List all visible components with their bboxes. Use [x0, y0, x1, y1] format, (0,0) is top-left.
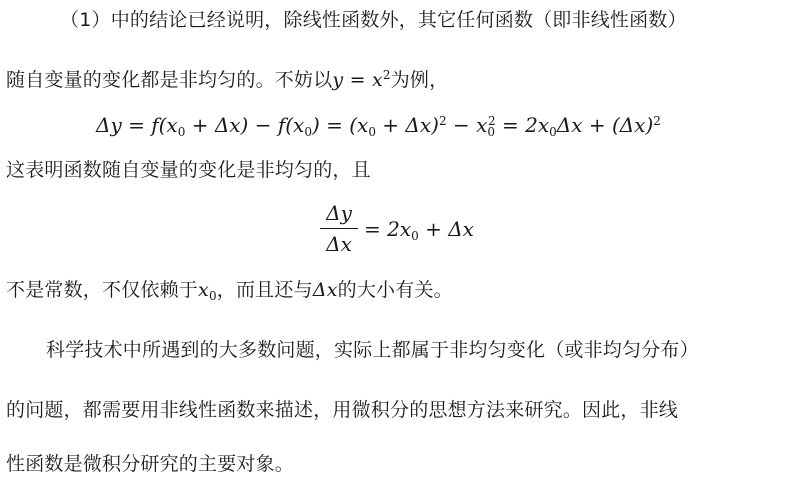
fraction-rhs: = $2x_0 + \Delta x$	[364, 217, 474, 243]
text: 性函数是微积分研究的主要对象。	[6, 453, 295, 475]
text: 随自变量的变化都是非均匀的。不妨以	[6, 69, 333, 91]
math-inline: $y = x^2$	[332, 68, 391, 91]
text: 为例，	[390, 69, 449, 91]
text: 不是常数，不仅依赖于	[6, 279, 199, 301]
text: ，而且还与	[216, 279, 313, 301]
paragraph-4-line-3	[6, 452, 294, 476]
math-inline: $x_0$	[198, 279, 217, 303]
paragraph-3	[6, 278, 453, 302]
paragraph-4-line-2	[6, 398, 678, 422]
text: 的问题，都需要用非线性函数来描述，用微积分的思想方法来研究。因此，非线	[6, 399, 679, 421]
text: 的大小有关。	[337, 279, 453, 301]
text: 科学技术中所遇到的大多数问题，实际上都属于非均匀变化（或非均匀分布）	[46, 339, 699, 361]
numerator: Δy	[326, 201, 352, 225]
paragraph-1-line-2	[6, 68, 448, 92]
fraction-bar	[320, 228, 358, 229]
text: （1）中的结论已经说明，除线性函数外，其它任何函数（即非线性函数）	[60, 9, 687, 31]
equation-delta-y: $\Delta y = f(x_0 + \Delta x) - f(x_0) = (x_0 + \Delta x)^2 - x_0^2 = 2x_0\Delta x + (\Delta x)^2$	[96, 113, 661, 139]
paragraph-2	[6, 158, 371, 182]
paragraph-4-line-1	[46, 338, 699, 362]
paragraph-1-line-1	[60, 8, 687, 32]
denominator: Δx	[326, 232, 352, 256]
fraction-dy-dx	[320, 200, 358, 257]
math-inline: Δx	[312, 279, 338, 301]
text: 这表明函数随自变量的变化是非均匀的，且	[6, 159, 371, 181]
